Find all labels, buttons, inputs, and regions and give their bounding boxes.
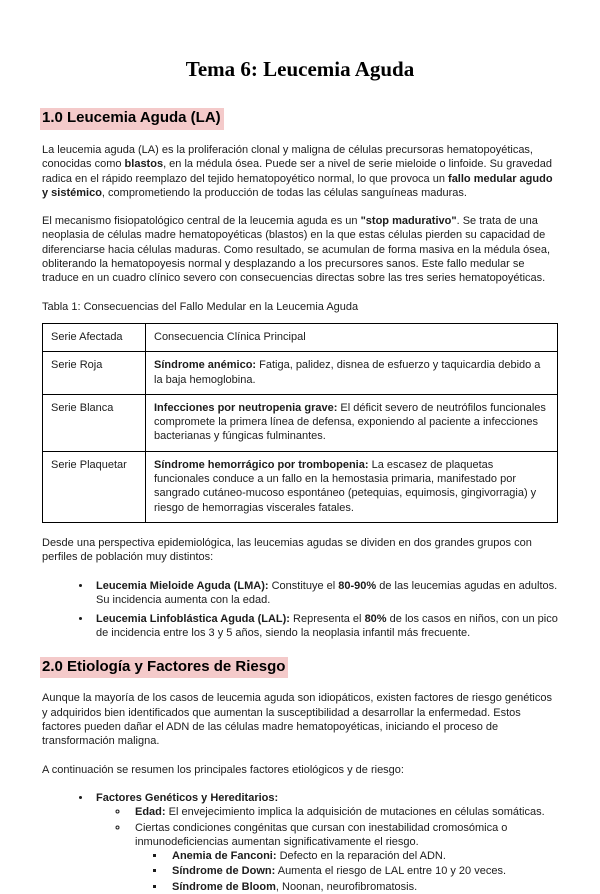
list-item-down: ▪ Síndrome de Down: Aumenta el riesgo de LAL entre 10 y 20 veces.	[166, 864, 558, 878]
section-2-heading: 2.0 Etiología y Factores de Riesgo	[40, 657, 288, 679]
table-row-serie-roja	[43, 352, 558, 395]
factors-intro-paragraph: A continuación se resumen los principales factores etiológicos y de riesgo:	[42, 763, 404, 776]
etiology-paragraph: Aunque la mayoría de los casos de leucemia aguda son idiopáticos, existen factores de riesgo genéticos y adquiridos bien identificados que aumentan la susceptibilidad a desarrollar la enfermedad. Estos factores pueden dañar el ADN de las células madre hematopoyéticas, iniciando el proceso de transformación maligna.	[42, 692, 552, 748]
section-1-heading: 1.0 Leucemia Aguda (LA)	[40, 108, 224, 130]
list-item-congenital-conditions	[129, 821, 558, 894]
list-item-edad: ◦ Edad: El envejecimiento implica la adquisición de mutaciones en células somáticas.	[129, 805, 558, 819]
serie-cell: Serie Blanca	[43, 394, 146, 451]
serie-cell: Serie Plaquetar	[43, 451, 146, 522]
consecuencia-cell: Síndrome hemorrágico por trombopenia: La escasez de plaquetas funcionales conduce a un fallo en la hemostasia primaria, manifestado por sangrado cutáneo-mucoso espontáneo (petequias, equimosis, gingivorragia) y riesgo de hemorragias viscerales fatales.	[146, 451, 558, 522]
consecuencia-cell: Infecciones por neutropenia grave: El déficit severo de neutrófilos funcionales compromete la primera línea de defensa, exponiendo al paciente a infecciones bacterianas y fúngicas fulminantes.	[146, 394, 558, 451]
genetic-factors-sublist	[96, 805, 558, 894]
mechanism-paragraph: El mecanismo fisiopatológico central de la leucemia aguda es un "stop madurativo". Se trata de una neoplasia de células madre hematopoyéticas (blastos) en la que estas células pierden su capacidad de diferenciarse hacia células maduras. Como resultado, se acumulan de forma masiva en la médula ósea, obliterando la hematopoyesis normal y desplazando a los precursores sanos. Este fallo medular se traduce en un cuadro clínico severo con consecuencias directas sobre las tres series hematopoyéticas.	[42, 215, 551, 285]
serie-cell: Serie Roja	[43, 352, 146, 395]
list-item-lma: • Leucemia Mieloide Aguda (LMA): Constituye el 80-90% de las leucemias agudas en adultos. Su incidencia aumenta con la edad.	[92, 579, 558, 608]
table-header-serie: Serie Afectada	[43, 323, 146, 351]
congenital-conditions-sublist	[135, 849, 558, 894]
table-caption: Tabla 1: Consecuencias del Fallo Medular en la Leucemia Aguda	[42, 300, 359, 313]
table-row-serie-blanca	[43, 394, 558, 451]
leukemia-types-list	[42, 579, 558, 641]
fallo-medular-table	[42, 323, 558, 523]
list-item-lal: • Leucemia Linfoblástica Aguda (LAL): Representa el 80% de los casos en niños, con un pico de incidencia entre los 3 y 5 años, siendo la neoplasia infantil más frecuente.	[92, 612, 558, 641]
list-item-fanconi: ▪ Anemia de Fanconi: Defecto en la reparación del ADN.	[166, 849, 558, 863]
risk-factors-list	[42, 791, 558, 894]
consecuencia-cell: Síndrome anémico: Fatiga, palidez, disnea de esfuerzo y taquicardia debido a la baja hemoglobina.	[146, 352, 558, 395]
intro-paragraph: La leucemia aguda (LA) es la proliferación clonal y maligna de células precursoras hematopoyéticas, conocidas como blastos, en la médula ósea. Puede ser a nivel de serie mieloide o linfoide. Su gravedad radica en el rápido reemplazo del tejido hematopoyético normal, lo que provoca un fallo medular agudo y sistémico, comprometiendo la producción de todas las células sanguíneas maduras.	[42, 144, 553, 199]
table-header-row	[43, 323, 558, 351]
genetic-factors-label: Factores Genéticos y Hereditarios:	[96, 791, 279, 804]
list-item-bloom: ▪ Síndrome de Bloom, Noonan, neurofibromatosis.	[166, 880, 558, 894]
table-row-serie-plaquetar	[43, 451, 558, 522]
congenital-conditions-label: Ciertas condiciones congénitas que cursan con inestabilidad cromosómica o inmunodeficiencias aumentan significativamente el riesgo.	[135, 821, 508, 848]
document-title: Tema 6: Leucemia Aguda	[185, 57, 415, 81]
table-header-consecuencia: Consecuencia Clínica Principal	[146, 323, 558, 351]
epidemiology-paragraph: Desde una perspectiva epidemiológica, las leucemias agudas se dividen en dos grandes grupos con perfiles de población muy distintos:	[42, 536, 532, 564]
list-item-genetic-factors	[92, 791, 558, 894]
